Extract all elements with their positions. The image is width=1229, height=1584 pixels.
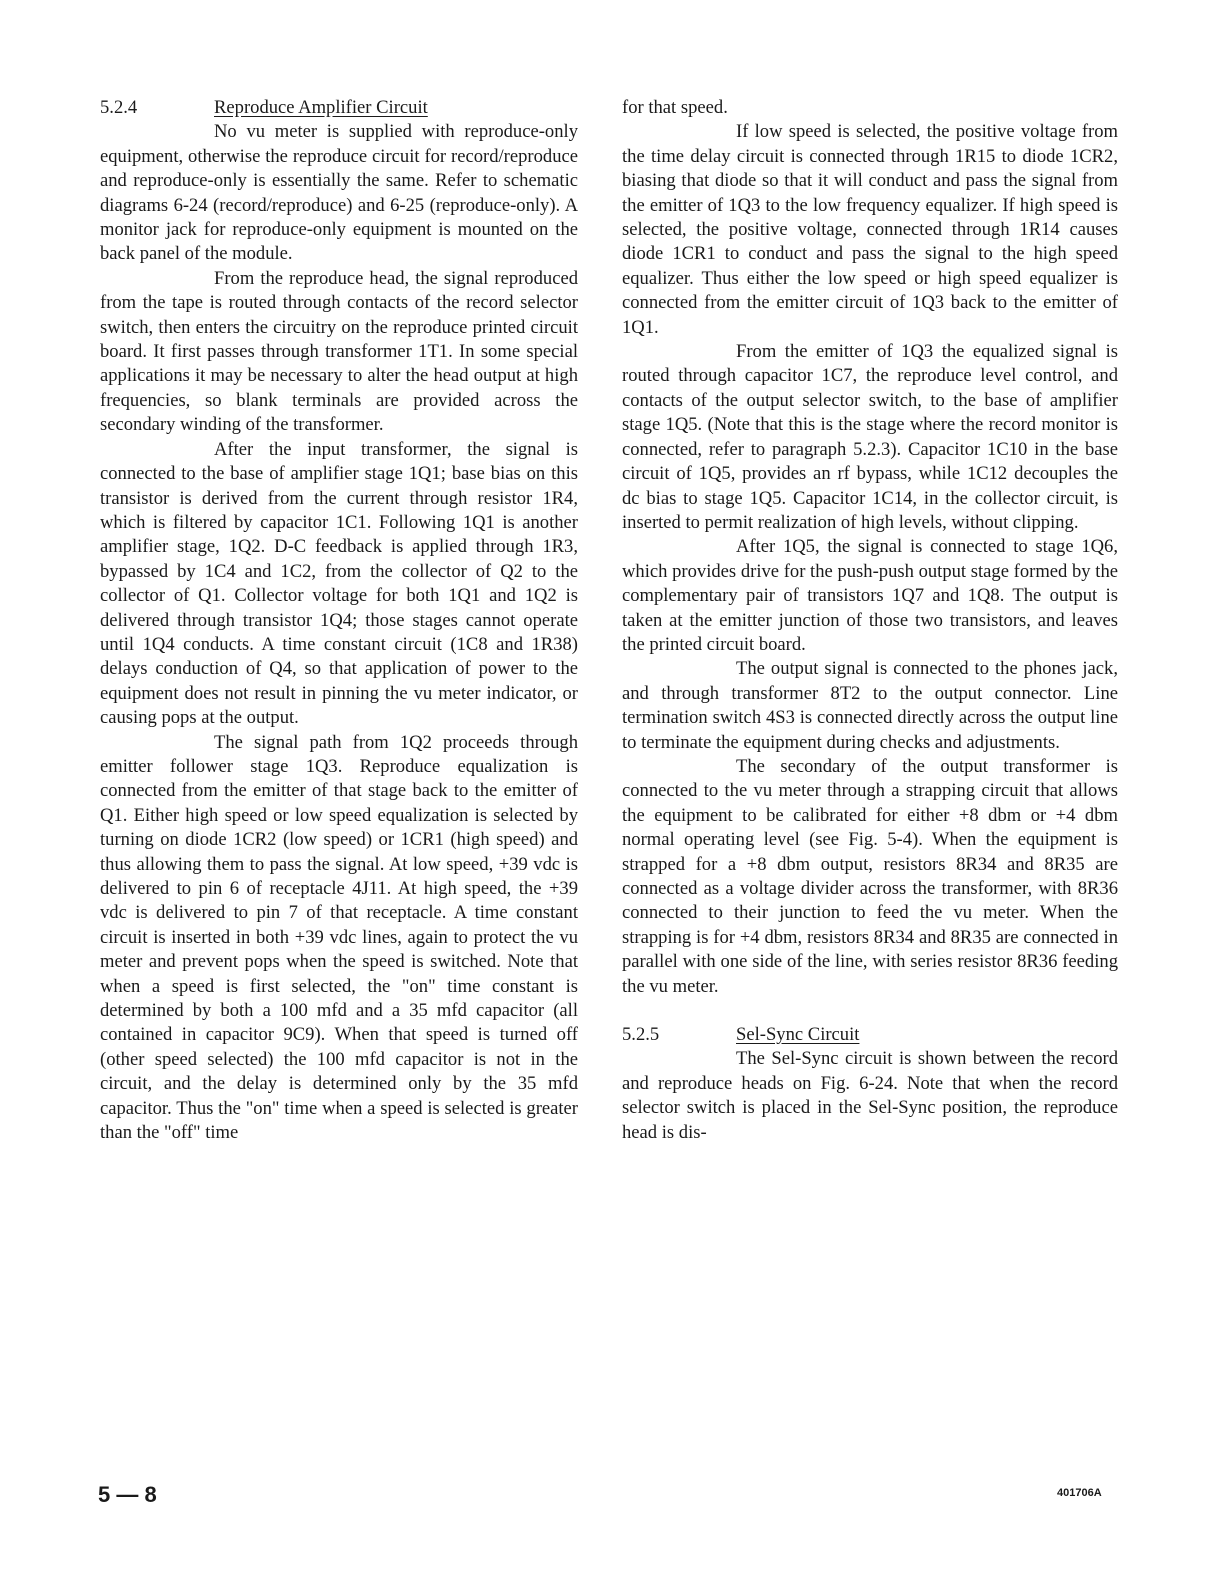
paragraph-continuation: for that speed.	[622, 97, 728, 118]
paragraph-equalized-signal: From the emitter of 1Q3 the equalized signal is routed through capacitor 1C7, the reproduce level control, and contacts of the output selector switch, to the base of amplifier stage 1Q5. (Note that this is the stage where the record monitor is connected, refer to paragraph 5.2.3). Capacitor 1C10 in the base circuit of 1Q5, provides an rf bypass, while 1C12 decouples the dc bias to stage 1Q5. Capacitor 1C14, in the collector circuit, is inserted to permit realization of high levels, without clipping.	[622, 341, 1118, 533]
paragraph-low-speed: If low speed is selected, the positive voltage from the time delay circuit is connected through 1R15 to diode 1CR2, biasing that diode so that it will conduct and pass the signal from the emitter of 1Q3 to the low frequency equalizer. If high speed is selected, the positive voltage, connected through 1R14 causes diode 1CR1 to conduct and pass the signal to the high speed equalizer. Thus either the low speed or high speed equalizer is connected from the emitter circuit of 1Q3 back to the emitter of 1Q1.	[622, 121, 1118, 338]
right-column	[622, 96, 1118, 1145]
paragraph-input-transformer: After the input transformer, the signal is connected to the base of amplifier stage 1Q1; base bias on this transistor is derived from the current through resistor 1R4, which is filtered by capacitor 1C1. Following 1Q1 is another amplifier stage, 1Q2. D-C feedback is applied through 1R3, bypassed by 1C4 and 1C2, from the collector of Q2 to the collector of Q1. Collector voltage for both 1Q1 and 1Q2 is delivered through transistor 1Q4; those stages cannot operate until 1Q4 conducts. A time constant circuit (1C8 and 1R38) delays conduction of Q4, so that application of power to the equipment does not result in pinning the vu meter indicator, or causing pops at the output.	[100, 438, 578, 729]
section-heading-5-2-5	[622, 1023, 1118, 1047]
section-heading-5-2-4	[100, 96, 578, 120]
document-code: 401706A	[1057, 1487, 1102, 1499]
paragraph-vu-meter-note: No vu meter is supplied with reproduce-only equipment, otherwise the reproduce circuit for record/reproduce and reproduce-only is essentially the same. Refer to schematic diagrams 6-24 (record/reproduce) and 6-25 (reproduce-only). A monitor jack for reproduce-only equipment is mounted on the back panel of the module.	[100, 121, 578, 265]
section-number: 5.2.4	[100, 97, 138, 118]
paragraph-reproduce-head: From the reproduce head, the signal reproduced from the tape is routed through contacts of the record selector switch, then enters the circuitry on the reproduce printed circuit board. It first passes through transformer 1T1. In some special applications it may be necessary to alter the head output at high frequencies, so blank terminals are provided across the secondary winding of the transformer.	[100, 267, 578, 436]
section-title: Reproduce Amplifier Circuit	[214, 97, 428, 118]
section-title: Sel-Sync Circuit	[736, 1024, 860, 1046]
paragraph-signal-path: The signal path from 1Q2 proceeds through emitter follower stage 1Q3. Reproduce equalization is connected from the emitter of that stage back to the emitter of Q1. Either high speed or low speed equalization is selected by turning on diode 1CR2 (low speed) or 1CR1 (high speed) and thus allowing them to pass the signal. At low speed, +39 vdc is delivered to pin 6 of receptacle 4J11. At high speed, the +39 vdc is delivered to pin 7 of that receptacle. A time constant circuit is inserted in both +39 vdc lines, again to protect the vu meter and prevent pops when the speed is switched. Note that when a speed is first selected, the "on" time constant is determined by both a 100 mfd and a 35 mfd capacitor (all contained in capacitor 9C9). When that speed is turned off (other speed selected) the 100 mfd capacitor is not in the circuit, and the delay is determined only by the 35 mfd capacitor. Thus the "on" time when a speed is selected is greater than the "off" time	[100, 731, 578, 1144]
left-column	[100, 96, 578, 1145]
section-number: 5.2.5	[622, 1024, 660, 1046]
paragraph-secondary-transformer: The secondary of the output transformer is connected to the vu meter through a strapping circuit that allows the equipment to be calibrated for either +8 dbm or +4 dbm normal operating level (see Fig. 5-4). When the equipment is strapped for a +8 dbm output, resistors 8R34 and 8R35 are connected as a voltage divider across the transformer, with 8R36 connected to their junction to feed the vu meter. When the strapping is for +4 dbm, resistors 8R34 and 8R35 are connected in parallel with one side of the line, with series resistor 8R36 feeding the vu meter.	[622, 755, 1118, 997]
paragraph-sel-sync: The Sel-Sync circuit is shown between the record and reproduce heads on Fig. 6-24. Note that when the record selector switch is placed in the Sel-Sync position, the reproduce head is dis-	[622, 1048, 1118, 1143]
paragraph-after-1q5: After 1Q5, the signal is connected to stage 1Q6, which provides drive for the push-push output stage formed by the complementary pair of transistors 1Q7 and 1Q8. The output is taken at the emitter junction of those two transistors, and leaves the printed circuit board.	[622, 536, 1118, 655]
page-number: 5 — 8	[98, 1482, 157, 1507]
paragraph-output-signal: The output signal is connected to the phones jack, and through transformer 8T2 to the output connector. Line termination switch 4S3 is connected directly across the output line to terminate the equipment during checks and adjustments.	[622, 658, 1118, 753]
